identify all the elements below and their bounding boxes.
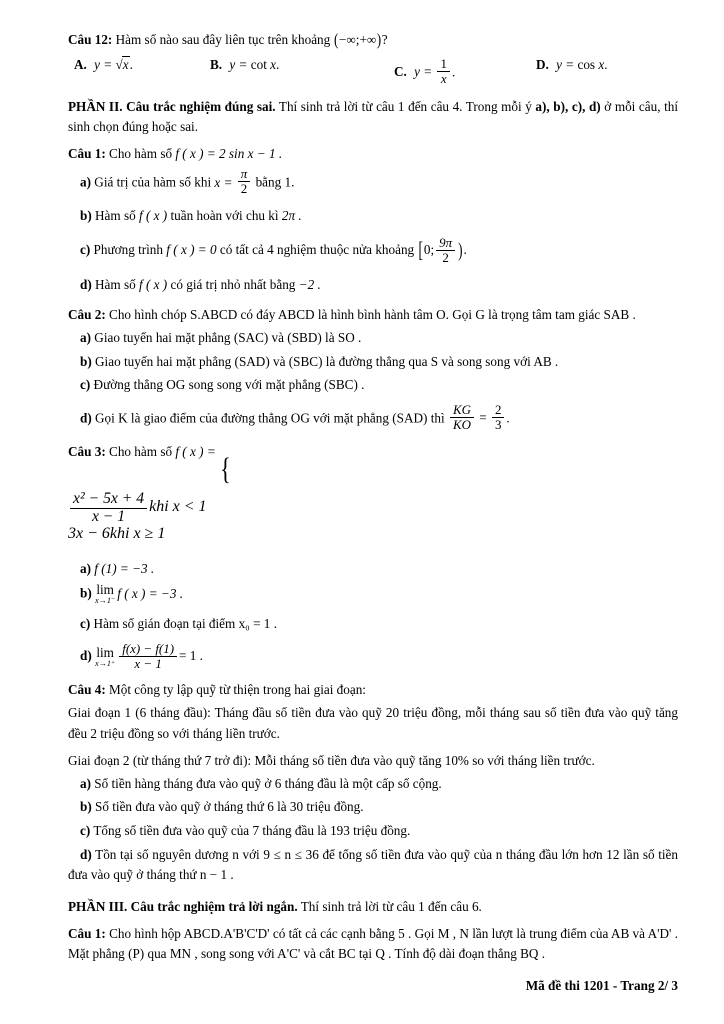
p2-q3-item-c-key: c): [80, 615, 91, 631]
question-12-text: Hàm số nào sau đây liên tục trên khoảng: [115, 32, 331, 47]
p2-q4-phase-2: Giai đoạn 2 (từ tháng thứ 7 trở đi): Mỗi tháng số tiền đưa vào quỹ tăng 10% so với tháng liền trước.: [68, 752, 595, 768]
p2-q1-item-d-function: f ( x ): [139, 276, 168, 292]
p2-q1-item-b-function: f ( x ): [139, 208, 168, 224]
option-b[interactable]: B. y = cot x.: [210, 57, 280, 73]
option-d-key: D.: [536, 57, 549, 73]
p2-q2-item-a: [68, 328, 678, 348]
p2-q1-item-d-text2: có giá trị nhỏ nhất bằng: [170, 276, 296, 292]
part-2-heading-block: [68, 97, 678, 137]
p2-q3-item-a-text: f (1) = −3 .: [94, 561, 155, 577]
p2-q4-item-d: [68, 845, 678, 885]
p2-q2-item-c-text: Đường thẳng OG song song với mặt phẳng (SBC) .: [93, 377, 365, 393]
p2-q2-item-a-text: Giao tuyến hai mặt phẳng (SAC) và (SBD) là SO .: [94, 329, 362, 345]
p2-question-4-stem: [68, 680, 678, 700]
p2-q1-item-b-value: 2π .: [281, 208, 302, 224]
option-c-formula: y = $\frac{1}{x}$: [414, 64, 452, 79]
p2-q3-item-b-limit: lim x→1⁻ f ( x ) = −3 .: [95, 582, 184, 606]
p3-question-1-label: Câu 1:: [68, 925, 106, 941]
p2-question-4-text: Một công ty lập quỹ từ thiện trong hai giai đoạn:: [109, 682, 366, 698]
p2-q2-item-d: d) Gọi K là giao điểm của đường thẳng OG với mặt phẳng (SAD) thì $\frac{KG}{KO}$ = $\frac{2}{3}$ .: [80, 402, 510, 433]
part-3-heading: PHẦN III. Câu trắc nghiệm trả lời ngắn.: [68, 898, 298, 914]
question-12-tail: ?: [381, 32, 388, 47]
p2-q3-item-d-key: d): [80, 648, 92, 664]
p2-q1-item-c-equation: f ( x ) = 0: [166, 241, 217, 257]
question-12-label: Câu 12:: [68, 32, 113, 47]
p2-q1-item-d-key: d): [80, 276, 92, 292]
p2-q3-item-a-key: a): [80, 561, 91, 577]
option-b-formula: y = cot x: [229, 57, 277, 73]
p2-q3-item-c: [68, 614, 678, 634]
p2-q2-item-b-key: b): [80, 353, 92, 369]
p2-q4-phase-1: Giai đoạn 1 (6 tháng đầu): Tháng đầu số tiền đưa vào quỹ 20 triệu đồng, mỗi tháng sau số tiền đưa vào quỹ tăng đều 2 triệu đồng so với tháng liền trước.: [68, 705, 678, 741]
p2-q1-item-a: [68, 167, 678, 196]
p2-q4-item-c-text: Tổng số tiền đưa vào quỹ của 7 tháng đầu là 193 triệu đồng.: [93, 823, 411, 839]
part-2-instruction-bold: a), b), c), d): [535, 99, 601, 115]
p2-q1-item-d: [68, 275, 678, 295]
p2-question-3-text: Cho hàm số: [109, 444, 173, 460]
option-a-key: A.: [74, 57, 87, 73]
p2-question-2-stem: [68, 305, 678, 325]
p2-q2-item-d-ratio: $\frac{KG}{KO}$ = $\frac{2}{3}$: [448, 410, 506, 425]
p2-q1-item-c: c) Phương trình f ( x ) = 0 có tất cả 4 nghiệm thuộc nửa khoảng [0; $\frac{9\pi}{2}$ ).: [80, 234, 467, 265]
p2-q3-item-a: [68, 559, 678, 579]
p2-q1-item-b-text2: tuần hoàn với chu kì: [170, 208, 279, 224]
question-12: [68, 30, 678, 50]
p2-q2-item-b: [68, 352, 678, 372]
p2-question-2-text: Cho hình chóp S.ABCD có đáy ABCD là hình bình hành tâm O. Gọi G là trọng tâm tam giác SAB .: [109, 306, 636, 322]
part-2-heading: PHẦN II. Câu trắc nghiệm đúng sai.: [68, 99, 276, 115]
p2-q2-item-d-text: Gọi K là giao điểm của đường thẳng OG với mặt phẳng (SAD) thì: [95, 410, 445, 426]
page-footer: Mã đề thi 1201 - Trang 2/ 3: [525, 978, 678, 993]
piecewise-row-2: 3x − 6khi x ≥ 1: [68, 525, 166, 543]
p2-q3-item-b-key: b): [80, 585, 92, 601]
part-3-instruction: Thí sinh trả lời từ câu 1 đến câu 6.: [300, 898, 482, 914]
p2-q4-item-a-text: Số tiền hàng tháng đưa vào quỹ ở 6 tháng đầu là một cấp số cộng.: [94, 775, 442, 791]
p2-q1-item-a-text2: bằng 1.: [255, 174, 295, 190]
p2-q1-item-c-text2: có tất cả 4 nghiệm thuộc nửa khoảng: [219, 241, 415, 257]
piecewise-row-1: $\frac{\text{x² − 5x + 4}}{x - 1}$ khi x < 1: [68, 491, 678, 526]
p2-q2-item-d-key: d): [80, 410, 92, 426]
p2-q1-item-b: [68, 206, 678, 226]
p3-question-1: [68, 924, 678, 964]
p2-q4-item-b-text: Số tiền đưa vào quỹ ở tháng thứ 6 là 30 triệu đồng.: [95, 799, 364, 815]
p2-q1-item-a-math: x = $\frac{\pi}{2}$: [214, 175, 252, 190]
p2-question-4-label: Câu 4:: [68, 682, 106, 698]
p2-question-1-text: Cho hàm số: [109, 146, 173, 162]
p2-question-3-stem: [68, 442, 678, 487]
p2-q1-item-d-text1: Hàm số: [95, 276, 136, 292]
option-c-key: C.: [394, 64, 407, 80]
p2-q1-item-d-value: −2 .: [298, 276, 321, 292]
p2-question-1-label: Câu 1:: [68, 146, 106, 162]
p2-question-1-stem: [68, 144, 678, 164]
p2-q4-item-d-key: d): [80, 847, 92, 863]
p2-q3-item-b: [68, 583, 678, 605]
p2-q1-item-a-text1: Giá trị của hàm số khi: [94, 174, 212, 190]
p2-q2-item-a-key: a): [80, 329, 91, 345]
option-c[interactable]: C. y = $\frac{1}{x}$ .: [394, 56, 456, 87]
p2-q3-item-d-limit: lim x→1⁺ $\frac{f(x) - f(1)}{x - 1}$ = 1 .: [95, 641, 203, 672]
p2-q1-item-c-key: c): [80, 241, 91, 257]
part-2-instruction-1: Thí sinh trả lời từ câu 1 đến câu 4. Trong mỗi ý: [278, 99, 532, 115]
option-a-formula: y = √x: [94, 57, 129, 73]
p2-q2-item-c: [68, 375, 678, 395]
p2-q1-item-c-interval: [0; $\frac{9\pi}{2}$ ): [418, 234, 463, 265]
p2-q1-item-b-text1: Hàm số: [95, 208, 136, 224]
p2-question-3-piecewise: {: [219, 451, 231, 487]
p2-q1-item-a-key: a): [80, 174, 91, 190]
p2-q4-item-a: [68, 774, 678, 794]
p2-question-3-fx: f ( x ) =: [175, 444, 216, 460]
option-b-key: B.: [210, 57, 223, 73]
p2-q1-item-c-text1: Phương trình: [93, 241, 163, 257]
p2-q4-item-c: [68, 821, 678, 841]
question-12-interval: (−∞;+∞): [334, 29, 382, 49]
p2-question-3-label: Câu 3:: [68, 444, 106, 460]
part-3-heading-block: [68, 897, 678, 917]
part-2-instruction-2: ở mỗi câu, thí sinh chọn đúng hoặc sai.: [68, 99, 679, 135]
p2-q4-item-b: [68, 797, 678, 817]
p2-q4-item-d-text: Tồn tại số nguyên dương n với 9 ≤ n ≤ 36 để tổng số tiền đưa vào quỹ của n tháng đầu lớn hơn 12 lần số tiền đưa vào quỹ ở tháng thứ n − 1 .: [68, 847, 678, 882]
p2-question-1-function: f ( x ) = 2 sin x − 1 .: [175, 146, 283, 162]
p2-q4-item-a-key: a): [80, 775, 91, 791]
p2-q3-item-d: [68, 642, 678, 671]
p2-q2-item-b-text: Giao tuyến hai mặt phẳng (SAD) và (SBC) là đường thẳng qua S và song song với AB .: [95, 353, 559, 369]
p2-q2-item-c-key: c): [80, 377, 91, 393]
p2-question-2-label: Câu 2:: [68, 306, 106, 322]
question-12-options: [68, 57, 678, 91]
option-d-formula: y = cos x: [556, 57, 605, 73]
p2-q1-item-b-key: b): [80, 208, 92, 224]
p2-q4-item-c-key: c): [80, 823, 91, 839]
p2-q3-item-c-text: Hàm số gián đoạn tại điểm x₀ = 1 .: [93, 615, 277, 631]
p3-question-1-text: Cho hình hộp ABCD.A'B'C'D' có tất cả các cạnh bằng 5 . Gọi M , N lần lượt là trung điểm của AB và A'D' . Mặt phẳng (P) qua MN , song song với A'C' và cắt BC tại Q . Tính độ dài đoạn thẳng BQ .: [68, 925, 678, 961]
p2-q4-item-b-key: b): [80, 799, 92, 815]
option-a[interactable]: A. y = √x.: [74, 57, 133, 73]
option-d[interactable]: D. y = cos x.: [536, 57, 608, 73]
